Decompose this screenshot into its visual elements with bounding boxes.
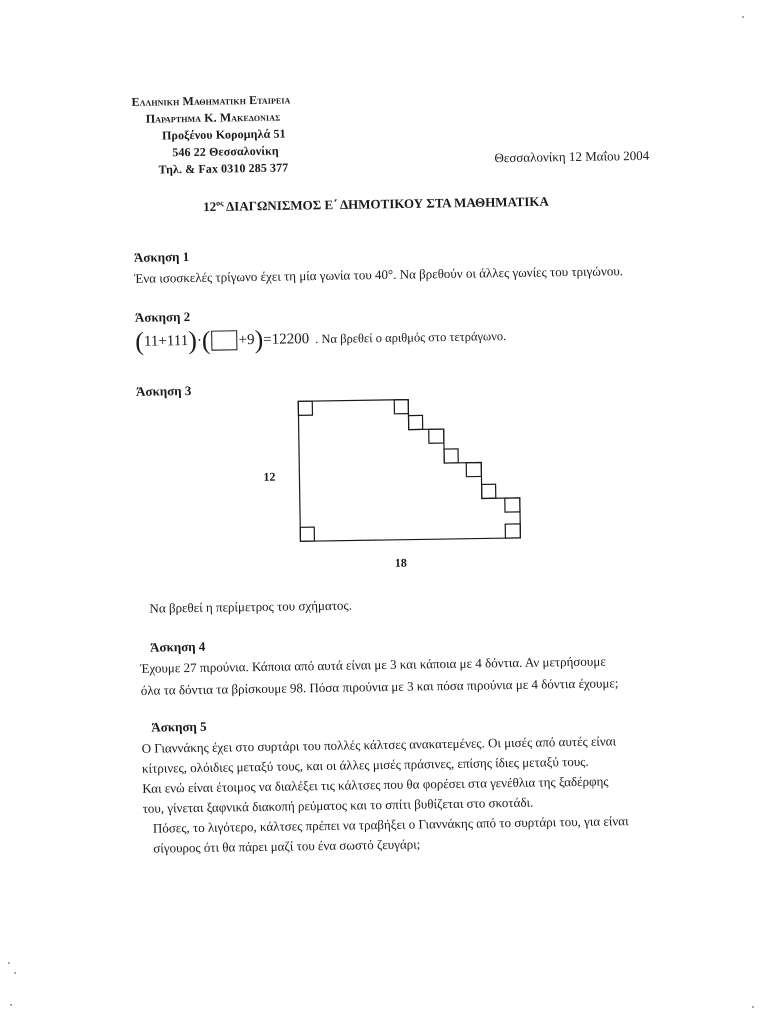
equation-plus-term: +9 <box>238 331 255 348</box>
open-paren: ( <box>135 326 145 356</box>
right-angle-mark <box>300 527 314 541</box>
equation-dot: · <box>196 332 203 349</box>
document-date: Θεσσαλονίκη 12 Μαΐου 2004 <box>494 147 650 166</box>
scan-speck <box>10 1004 12 1006</box>
right-angle-mark <box>505 524 520 538</box>
right-angle-mark <box>482 484 496 498</box>
exercise-3-text: Να βρεθεί η περίμετρος του σχήματος. <box>149 597 353 616</box>
right-angle-mark <box>466 462 481 476</box>
right-angle-mark <box>505 498 520 512</box>
exercise-5-line-6: σίγουρος ότι θα πάρει μαζί του ένα σωστό ζευγάρι; <box>153 836 421 856</box>
right-angle-mark <box>429 429 444 443</box>
exercise-4-line-2: όλα τα δόντια τα βρίσκουμε 98. Πόσα πιρούνια με 3 και πόσα πιρούνια με 4 δόντια έχουμε; <box>140 675 619 698</box>
exercise-2-text: . Να βρεθεί ο αριθμός στο τετράγωνο. <box>315 328 507 346</box>
exercise-5-heading: Άσκηση 5 <box>151 718 207 735</box>
staircase-outline <box>298 398 520 541</box>
letterhead-branch: Παραρτημα Κ. Μακεδονιας <box>145 109 281 126</box>
title-number: 12 <box>203 198 217 215</box>
exercise-5-line-4: του, γίνεται ξαφνικά διακοπή ρεύματος και το σπίτι βυθίζεται στο σκοτάδι. <box>142 794 534 816</box>
equation-equals: =12200 <box>263 330 310 348</box>
scan-speck <box>752 1006 754 1008</box>
title-superscript: ος <box>216 198 224 208</box>
letterhead-postcode-city: 546 22 Θεσσαλονίκη <box>172 143 279 160</box>
letterhead-organization: Ελληνικη Μαθηματικη Εταιρεια <box>131 92 291 109</box>
exercise-1-text: Ένα ισοσκελές τρίγωνο έχει τη μία γωνία του 40°. Να βρεθούν οι άλλες γωνίες του τριγώνου. <box>134 263 624 286</box>
exercise-4-line-1: Έχουμε 27 πιρούνια. Κάποια από αυτά είναι με 3 και κάποια με 4 δόντια. Αν μετρήσουμε <box>140 653 606 676</box>
right-angle-mark <box>444 449 458 463</box>
exercise-1-heading: Άσκηση 1 <box>133 249 190 265</box>
exercise-4-heading: Άσκηση 4 <box>149 638 206 655</box>
letterhead-address: Προξένου Κορομηλά 51 <box>161 126 286 143</box>
letterhead-phone-fax: Τηλ. & Fax 0310 285 377 <box>158 160 289 177</box>
exercise-2-heading: Άσκηση 2 <box>134 309 191 325</box>
exercise-3-heading: Άσκηση 3 <box>135 383 192 399</box>
title-text: ΔΙΑΓΩΝΙΣΜΟΣ Ε΄ ΔΗΜΟΤΙΚΟΥ ΣΤΑ ΜΑΘΗΜΑΤΙΚΑ <box>223 193 549 214</box>
figure-height-label: 12 <box>263 469 276 484</box>
scan-speck <box>14 972 16 974</box>
exercise-5-line-5: Πόσες, το λιγότερο, κάλτσες πρέπει να τραβήξει ο Γιαννάκης από το συρτάρι του, για είναι <box>152 813 629 836</box>
exercise-5-line-3: Και ενώ είναι έτοιμος να διαλέξει τις κάλτσες που θα φορέσει στα γενέθλια της ξαδέρφης <box>142 773 609 796</box>
close-paren: ) <box>188 325 198 356</box>
exercise-5-line-2: κίτρινες, ολόιδιες μεταξύ τους, και οι άλλες μισές πράσινες, επίσης ίδιες μεταξύ τους. <box>141 753 589 776</box>
scan-speck <box>8 962 10 964</box>
open-paren: ( <box>201 325 211 355</box>
right-angle-mark <box>394 400 408 414</box>
figure-width-label: 18 <box>394 555 407 570</box>
right-angle-mark <box>408 415 422 429</box>
close-paren: ) <box>254 324 264 355</box>
equation-left: 11+111 <box>143 332 189 350</box>
scan-speck <box>742 16 744 18</box>
exercise-5-line-1: Ο Γιαννάκης έχει στο συρτάρι του πολλές κάλτσες ανακατεμένες. Οι μισές από αυτές είναι <box>141 733 617 756</box>
right-angle-mark <box>298 401 312 415</box>
